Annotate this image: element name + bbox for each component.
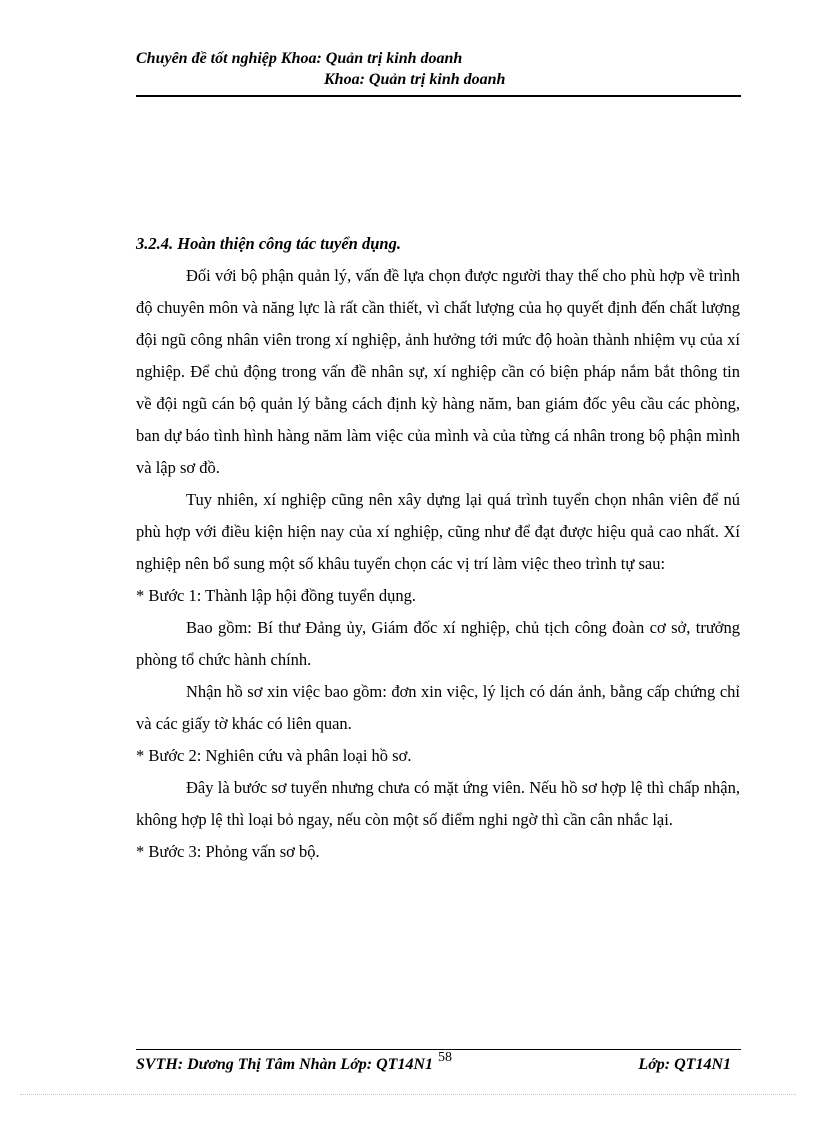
page-header xyxy=(136,48,741,97)
paragraph: Bao gồm: Bí thư Đảng ủy, Giám đốc xí nghiệp, chủ tịch công đoàn cơ sở, trưởng phòng tổ chức hành chính. xyxy=(136,618,740,669)
paragraph: Đối với bộ phận quản lý, vấn đề lựa chọn được người thay thế cho phù hợp về trình độ chuyên môn và năng lực là rất cần thiết, vì chất lượng của họ quyết định đến chất lượng đội ngũ công nhân viên trong xí nghiệp, ảnh hưởng tới mức độ hoàn thành nhiệm vụ của xí nghiệp. Để chủ động trong vấn đề nhân sự, xí nghiệp cần có biện pháp nắm bắt thông tin về đội ngũ cán bộ quản lý bằng cách định kỳ hàng năm, ban giám đốc yêu cầu các phòng, ban dự báo tình hình hàng năm làm việc của mình và của từng cá nhân trong bộ phận mình và lập sơ đồ. xyxy=(136,266,740,477)
paragraph: Nhận hồ sơ xin việc bao gồm: đơn xin việc, lý lịch có dán ảnh, bằng cấp chứng chỉ và các giấy tờ khác có liên quan. xyxy=(136,682,740,733)
step-heading: * Bước 1: Thành lập hội đồng tuyển dụng. xyxy=(136,586,416,605)
page-body xyxy=(136,228,740,868)
step-heading: * Bước 2: Nghiên cứu và phân loại hồ sơ. xyxy=(136,746,412,765)
page-number: 58 xyxy=(438,1050,452,1065)
section-title: 3.2.4. Hoàn thiện công tác tuyển dụng. xyxy=(136,234,401,253)
footer-author: SVTH: Dương Thị Tâm Nhàn Lớp: QT14N1 xyxy=(136,1056,433,1073)
paragraph: Tuy nhiên, xí nghiệp cũng nên xây dựng lại quá trình tuyển chọn nhân viên để nú phù hợp với điều kiện hiện nay của xí nghiệp, cũng như để đạt được hiệu quả cao nhất. Xí nghiệp nên bổ sung một số khâu tuyển chọn các vị trí làm việc theo trình tự sau: xyxy=(136,490,740,573)
footer-class: Lớp: QT14N1 xyxy=(638,1056,731,1073)
page-footer xyxy=(136,1049,741,1073)
paragraph: Đây là bước sơ tuyển nhưng chưa có mặt ứng viên. Nếu hồ sơ hợp lệ thì chấp nhận, không hợp lệ thì loại bỏ ngay, nếu còn một số điểm nghi ngờ thì cần cân nhắc lại. xyxy=(136,778,740,829)
header-line-1: Chuyên đề tốt nghiệp Khoa: Quản trị kinh doanh xyxy=(136,50,463,67)
page-edge-divider xyxy=(20,1094,796,1095)
step-heading: * Bước 3: Phỏng vấn sơ bộ. xyxy=(136,842,320,861)
header-line-2: Khoa: Quản trị kinh doanh xyxy=(324,71,506,88)
